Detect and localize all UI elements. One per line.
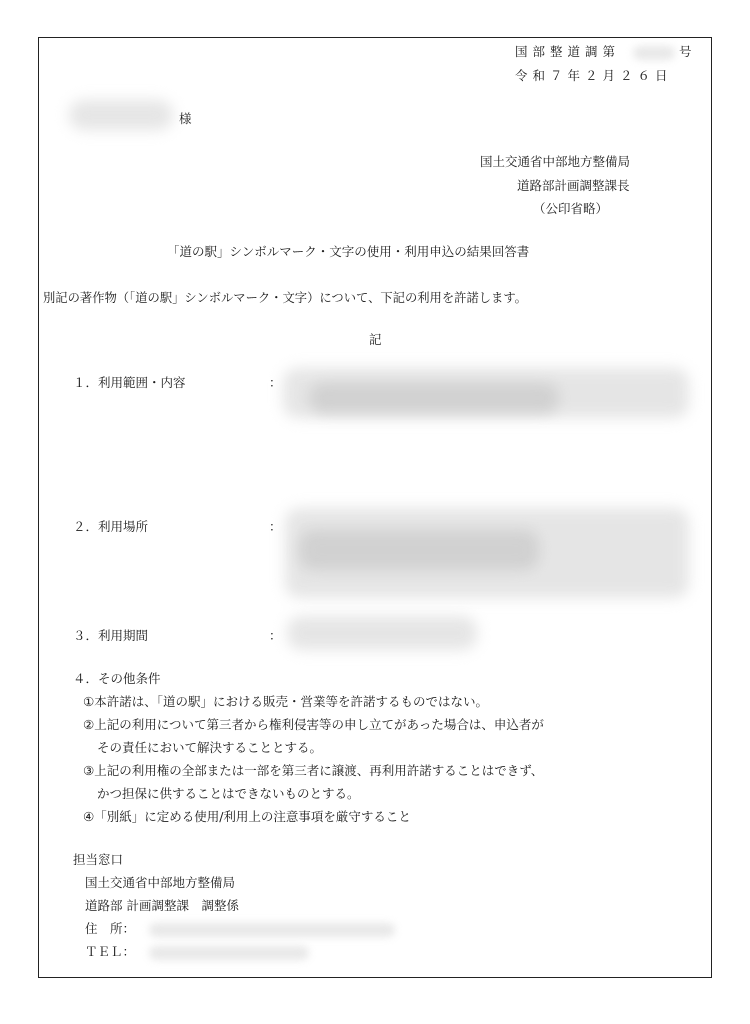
item-colon: ： [269, 519, 282, 534]
redacted-period-content [287, 616, 477, 650]
doc-number-prefix: 国部整道調第 [515, 44, 621, 59]
doc-number-suffix: 号 [679, 44, 692, 59]
item-label-scope: １．利用範囲・内容 [73, 375, 186, 390]
redacted-scope-content-2 [309, 383, 559, 413]
item-label-period: ３．利用期間 [73, 628, 149, 643]
redacted-address [149, 923, 395, 937]
condition-line: その責任において解決することとする。 [97, 740, 323, 755]
intro-sentence: 別記の著作物（「道の駅」シンボルマーク・文字）について、下記の利用を許諾します。 [43, 291, 527, 305]
redacted-place-content-2 [299, 530, 539, 570]
seal-omitted-note: （公印省略） [533, 201, 609, 216]
redacted-recipient-name [69, 100, 173, 130]
document-page [38, 37, 712, 978]
recipient-suffix: 様 [179, 111, 192, 126]
document-title: 「道の駅」シンボルマーク・文字の使用・利用申込の結果回答書 [167, 244, 530, 259]
contact-address-label: 住 所： [85, 921, 136, 936]
issue-date: 令和７年２月２６日 [515, 68, 673, 83]
contact-heading: 担当窓口 [73, 852, 124, 867]
issuer-org: 国土交通省中部地方整備局 [480, 154, 631, 169]
item-colon: ： [269, 628, 282, 643]
item-colon: ： [269, 375, 282, 390]
condition-line: ①本許諾は、「道の駅」における販売・営業等を許諾するものではない。 [83, 694, 488, 709]
item-label-place: ２．利用場所 [73, 519, 149, 534]
contact-tel-label: ＴＥＬ： [85, 944, 136, 959]
conditions-heading: ４．その他条件 [73, 671, 161, 686]
issuer-title: 道路部計画調整課長 [517, 178, 630, 193]
condition-line: ③上記の利用権の全部または一部を第三者に譲渡、再利用許諾することはできず、 [83, 763, 544, 778]
redacted-doc-number [633, 46, 675, 60]
condition-line: かつ担保に供することはできないものとする。 [97, 786, 360, 801]
ki-marker: 記 [369, 332, 382, 347]
contact-dept: 道路部 計画調整課 調整係 [85, 898, 239, 913]
condition-line: ②上記の利用について第三者から権利侵害等の申し立てがあった場合は、申込者が [83, 717, 544, 732]
contact-org: 国土交通省中部地方整備局 [85, 875, 236, 890]
redacted-tel [149, 946, 309, 960]
condition-line: ④「別紙」に定める使用/利用上の注意事項を厳守すること [83, 809, 411, 824]
